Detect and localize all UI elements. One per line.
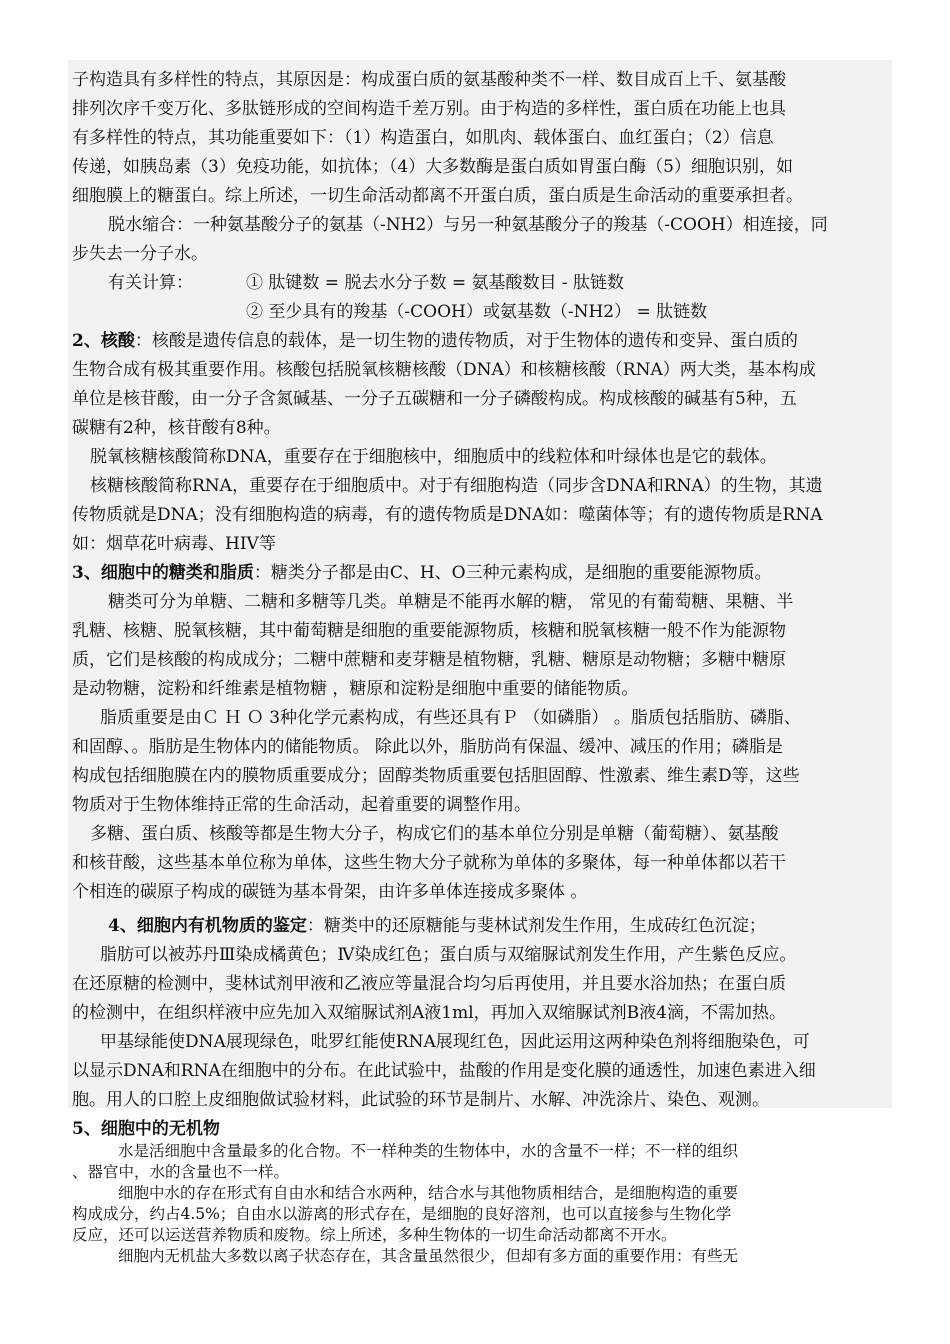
text-line: 物质对于生物体维持正常的生命活动，起着重要的调整作用。 xyxy=(72,795,531,815)
text-line: 步失去一分子水。 xyxy=(72,244,208,264)
text-line: 以显示DNA和RNA在细胞中的分布。在此试验中，盐酸的作用是变化膜的通透性，加速色素进入细 xyxy=(72,1061,816,1081)
calc-formula-1: ① 肽键数 = 脱去水分子数 = 氨基酸数目 - 肽链数 xyxy=(246,273,625,293)
text-line: 细胞膜上的糖蛋白。综上所述，一切生命活动都离不开蛋白质，蛋白质是生命活动的重要承担者。 xyxy=(72,186,803,206)
text-line: 传递，如胰岛素（3）免疫功能，如抗体；（4）大多数酶是蛋白质如胃蛋白酶（5）细胞识别，如 xyxy=(72,157,793,177)
text-line: 构成成分，约占4.5%；自由水以游离的形式存在，是细胞的良好溶剂，也可以直接参与生物化学 xyxy=(72,1205,732,1223)
section-3-first-line xyxy=(72,559,772,587)
text-line: 糖类可分为单糖、二糖和多糖等几类。单糖是不能再水解的糖， 常见的有葡萄糖、果糖、半 xyxy=(108,592,794,612)
text-line: 反应，还可以运送营养物质和废物。综上所述，多种生物体的一切生命活动都离不开水。 xyxy=(72,1226,677,1244)
text-line: 细胞中水的存在形式有自由水和结合水两种，结合水与其他物质相结合，是细胞构造的重要 xyxy=(118,1184,739,1202)
section-heading: 5、细胞中的无机物 xyxy=(72,1119,220,1139)
text-line: 是动物糖，淀粉和纤维素是植物糖 ，糖原和淀粉是细胞中重要的储能物质。 xyxy=(72,679,639,699)
text-line: 在还原糖的检测中，斐林试剂甲液和乙液应等量混合均匀后再使用，并且要水浴加热；在蛋白质 xyxy=(72,974,786,994)
text-line: 子构造具有多样性的特点，其原因是：构成蛋白质的氨基酸种类不一样、数目成百上千、氨基酸 xyxy=(72,70,786,90)
text-line: 细胞内无机盐大多数以离子状态存在，其含量虽然很少，但却有多方面的重要作用：有些无 xyxy=(118,1247,739,1265)
section-heading: 4、细胞内有机物质的鉴定 xyxy=(108,916,307,936)
text-line: 单位是核苷酸，由一分子含氮碱基、一分子五碳糖和一分子磷酸构成。构成核酸的碱基有5种，五 xyxy=(72,389,797,409)
text-line: 脱氧核糖核酸简称DNA，重要存在于细胞核中，细胞质中的线粒体和叶绿体也是它的载体。 xyxy=(90,447,777,467)
text-line: 个相连的碳原子构成的碳链为基本骨架，由许多单体连接成多聚体 。 xyxy=(72,882,588,902)
text-line: 脂质重要是由Ｃ Ｈ Ｏ 3种化学元素构成，有些还具有Ｐ （如磷脂） 。脂质包括脂肪、磷脂、 xyxy=(100,708,801,728)
calc-label: 有关计算： xyxy=(108,273,193,293)
text-line: 生物合成有极其重要作用。核酸包括脱氧核糖核酸（DNA）和核糖核酸（RNA）两大类，基本构成 xyxy=(72,360,816,380)
text-line: 和固醇、。脂肪是生物体内的储能物质。 除此以外，脂肪尚有保温、缓冲、减压的作用；磷脂是 xyxy=(72,737,783,757)
text-line: 传物质就是DNA；没有细胞构造的病毒，有的遗传物质是DNA如：噬菌体等；有的遗传物质是RNA xyxy=(72,505,823,525)
text-line: 、器官中，水的含量也不一样。 xyxy=(72,1163,290,1181)
text-line: 碳糖有2种，核苷酸有8种。 xyxy=(72,418,281,438)
text-line: 和核苷酸，这些基本单位称为单体，这些生物大分子就称为单体的多聚体，每一种单体都以若干 xyxy=(72,853,786,873)
text-line: 多糖、蛋白质、核酸等都是生物大分子，构成它们的基本单位分别是单糖（葡萄糖）、氨基酸 xyxy=(90,824,779,844)
text-line: 有多样性的特点，其功能重要如下：（1）构造蛋白，如肌肉、载体蛋白、血红蛋白；（2）信息 xyxy=(72,128,774,148)
text-line: ：核酸是遗传信息的载体，是一切生物的遗传物质，对于生物体的遗传和变异、蛋白质的 xyxy=(134,331,798,351)
section-heading: 2、核酸 xyxy=(72,331,135,351)
text-line: 水是活细胞中含量最多的化合物。不一样种类的生物体中，水的含量不一样；不一样的组织 xyxy=(118,1142,739,1160)
section-heading: 3、细胞中的糖类和脂质 xyxy=(72,563,254,583)
text-line: 脂肪可以被苏丹Ⅲ染成橘黄色；Ⅳ染成红色；蛋白质与双缩脲试剂发生作用，产生紫色反应。 xyxy=(100,945,797,965)
text-line: ：糖类分子都是由C、H、O三种元素构成，是细胞的重要能源物质。 xyxy=(253,563,772,583)
text-line: 核糖核酸简称RNA，重要存在于细胞质中。对于有细胞构造（同步含DNA和RNA）的生物，其遗 xyxy=(90,476,823,496)
text-line: 的检测中，在组织样液中应先加入双缩脲试剂A液1ml，再加入双缩脲试剂B液4滴，不需加热。 xyxy=(72,1003,786,1023)
text-line: ：糖类中的还原糖能与斐林试剂发生作用，生成砖红色沉淀； xyxy=(306,916,766,936)
text-line: 质，它们是核酸的构成成分；二糖中蔗糖和麦芽糖是植物糖，乳糖、糖原是动物糖；多糖中糖原 xyxy=(72,650,786,670)
text-line: 排列次序千变万化、多肽链形成的空间构造千差万别。由于构造的多样性，蛋白质在功能上也具 xyxy=(72,99,786,119)
section-4-first-line xyxy=(108,912,766,940)
text-line: 乳糖、核糖、脱氧核糖，其中葡萄糖是细胞的重要能源物质，核糖和脱氧核糖一般不作为能源物 xyxy=(72,621,786,641)
text-line: 甲基绿能使DNA展现绿色，吡罗红能使RNA展现红色，因此运用这两种染色剂将细胞染色，可 xyxy=(100,1032,810,1052)
text-line: 胞。用人的口腔上皮细胞做试验材料，此试验的环节是制片、水解、冲洗涂片、染色、观测。 xyxy=(72,1090,769,1110)
section-2-first-line xyxy=(72,327,798,355)
text-line: 构成包括细胞膜在内的膜物质重要成分；固醇类物质重要包括胆固醇、性激素、维生素D等，这些 xyxy=(72,766,800,786)
text-line: 脱水缩合：一种氨基酸分子的氨基（-NH2）与另一种氨基酸分子的羧基（-COOH）相连接，同 xyxy=(108,215,828,235)
text-line: 如：烟草花叶病毒、HIV等 xyxy=(72,534,276,554)
calc-formula-2: ② 至少具有的羧基（-COOH）或氨基数（-NH2） = 肽链数 xyxy=(246,302,708,322)
